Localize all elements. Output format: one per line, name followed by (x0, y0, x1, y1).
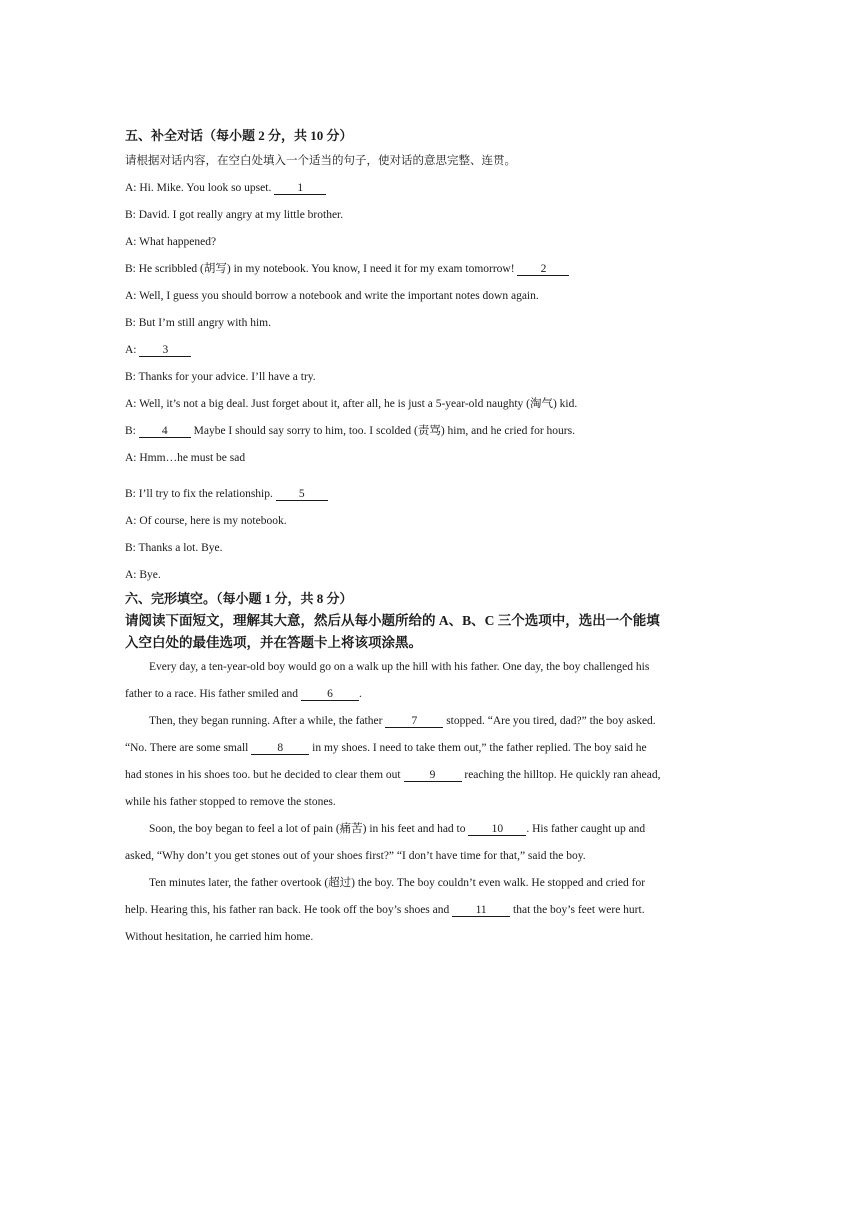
passage-line: asked, “Why don’t you get stones out of your shoes first?” “I don’t have time for that,” said the boy. (125, 850, 586, 862)
dialogue-line-5: A: Well, I guess you should borrow a notebook and write the important notes down again. (125, 290, 539, 302)
passage-line (125, 768, 660, 782)
dialogue-line-1 (125, 181, 326, 195)
dialogue-text: Maybe I should say sorry to him, too. I scolded (责骂) him, and he cried for hours. (193, 425, 575, 437)
answer-blank-4: 4 (139, 425, 191, 438)
passage-line (149, 714, 656, 728)
answer-blank-8: 8 (251, 742, 309, 755)
passage-line (125, 687, 362, 701)
dialogue-line-10 (125, 424, 575, 438)
dialogue-line-15: A: Bye. (125, 569, 161, 581)
answer-blank-1: 1 (274, 182, 326, 195)
passage-line (125, 903, 645, 917)
passage-text: help. Hearing this, his father ran back. He took off the boy’s shoes and (125, 904, 450, 916)
dialogue-line-14: B: Thanks a lot. Bye. (125, 542, 223, 554)
dialogue-line-9: A: Well, it’s not a big deal. Just forget about it, after all, he is just a 5-year-old naughty (淘气) kid. (125, 398, 578, 410)
dialogue-text: A: (125, 344, 137, 356)
answer-blank-5: 5 (276, 488, 328, 501)
passage-text: reaching the hilltop. He quickly ran ahead, (464, 769, 661, 781)
passage-text: . His father caught up and (526, 823, 646, 835)
answer-blank-9: 9 (404, 769, 462, 782)
passage-text: had stones in his shoes too. but he decided to clear them out (125, 769, 401, 781)
dialogue-line-4 (125, 262, 569, 276)
section6-instruction-line-2: 入空白处的最佳选项，并在答题卡上将该项涂黑。 (125, 635, 422, 650)
passage-line: Ten minutes later, the father overtook (超过) the boy. The boy couldn’t even walk. He stopped and cried for (149, 877, 646, 889)
passage-text: . (358, 688, 362, 700)
passage-text: Then, they began running. After a while, the father (149, 715, 383, 727)
passage-text: that the boy’s feet were hurt. (513, 904, 645, 916)
dialogue-line-3: A: What happened? (125, 236, 217, 248)
passage-text: stopped. “Are you tired, dad?” the boy asked. (446, 715, 656, 727)
passage-line: Without hesitation, he carried him home. (125, 931, 314, 943)
dialogue-line-12 (125, 487, 328, 501)
passage-text: Soon, the boy began to feel a lot of pain (痛苦) in his feet and had to (149, 823, 466, 835)
passage-line: Every day, a ten-year-old boy would go on a walk up the hill with his father. One day, the boy challenged his (149, 661, 650, 673)
passage-line (125, 741, 647, 755)
answer-blank-11: 11 (452, 904, 510, 917)
answer-blank-7: 7 (385, 715, 443, 728)
passage-text: “No. There are some small (125, 742, 249, 754)
dialogue-text: B: I’ll try to fix the relationship. (125, 488, 273, 500)
answer-blank-10: 10 (468, 823, 526, 836)
answer-blank-6: 6 (301, 688, 359, 701)
section5-heading: 五、补全对话（每小题 2 分，共 10 分） (125, 128, 353, 143)
dialogue-line-6: B: But I’m still angry with him. (125, 317, 271, 329)
passage-text: in my shoes. I need to take them out,” the father replied. The boy said he (312, 742, 647, 754)
passage-line: while his father stopped to remove the stones. (125, 796, 336, 808)
answer-blank-3: 3 (139, 344, 191, 357)
passage-line (149, 822, 645, 836)
dialogue-text: A: Hi. Mike. You look so upset. (125, 182, 272, 194)
dialogue-line-11: A: Hmm…he must be sad (125, 452, 246, 464)
dialogue-text: B: (125, 425, 136, 437)
passage-text: father to a race. His father smiled and (125, 688, 299, 700)
section6-heading: 六、完形填空。（每小题 1 分，共 8 分） (125, 591, 353, 606)
dialogue-line-8: B: Thanks for your advice. I’ll have a try. (125, 371, 316, 383)
dialogue-line-2: B: David. I got really angry at my little brother. (125, 209, 344, 221)
section5-instruction: 请根据对话内容，在空白处填入一个适当的句子，使对话的意思完整、连贯。 (125, 155, 516, 167)
answer-blank-2: 2 (517, 263, 569, 276)
dialogue-line-7 (125, 343, 191, 357)
dialogue-line-13: A: Of course, here is my notebook. (125, 515, 287, 527)
dialogue-text: B: He scribbled (胡写) in my notebook. You know, I need it for my exam tomorrow! (125, 263, 515, 275)
section6-instruction-line-1: 请阅读下面短文，理解其大意，然后从每小题所给的 A、B、C 三个选项中，选出一个能填 (125, 613, 660, 628)
